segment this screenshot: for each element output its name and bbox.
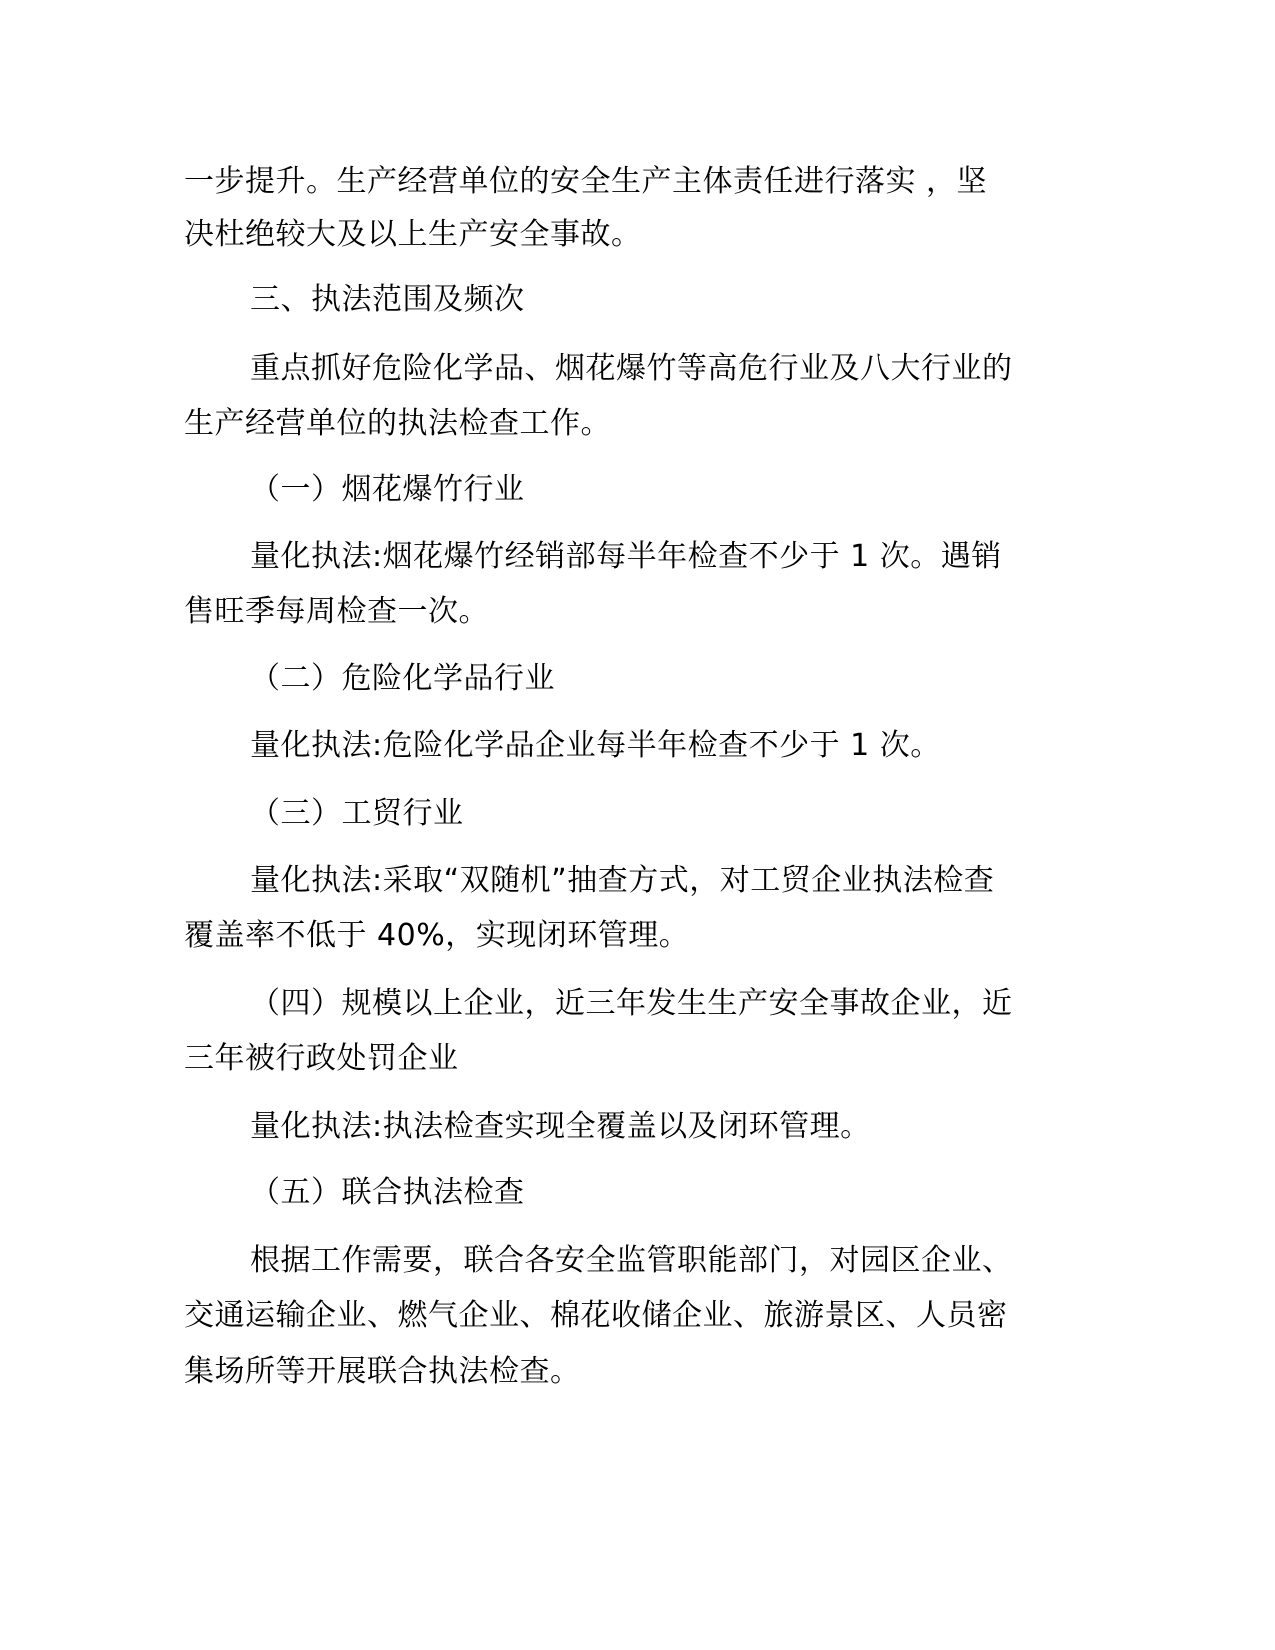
- paragraph-line: 售旺季每周检查一次。: [184, 594, 489, 629]
- paragraph-line: 量化执法:烟花爆竹经销部每半年检查不少于 1 次。遇销: [250, 539, 1002, 574]
- section-heading: 三、执法范围及频次: [250, 282, 525, 317]
- paragraph-line: 一步提升。生产经营单位的安全生产主体责任进行落实 ，坚: [184, 164, 988, 199]
- paragraph-line: 生产经营单位的执法检查工作。: [184, 406, 611, 441]
- subsection-heading: （三）工贸行业: [250, 796, 464, 831]
- paragraph-line: 重点抓好危险化学品、烟花爆竹等高危行业及八大行业的: [250, 351, 1013, 386]
- subsection-heading: （二）危险化学品行业: [250, 661, 555, 696]
- subsection-heading: （四）规模以上企业，近三年发生生产安全事故企业，近: [250, 986, 1013, 1021]
- subsection-heading: （一）烟花爆竹行业: [250, 472, 525, 507]
- paragraph-line: 量化执法:采取“双随机”抽查方式，对工贸企业执法检查: [250, 863, 995, 898]
- paragraph-line: 量化执法:执法检查实现全覆盖以及闭环管理。: [250, 1109, 871, 1144]
- paragraph-line: 三年被行政处罚企业: [184, 1041, 459, 1076]
- paragraph-line: 交通运输企业、燃气企业、棉花收储企业、旅游景区、人员密: [184, 1298, 1008, 1333]
- paragraph-line: 覆盖率不低于 40%，实现闭环管理。: [184, 918, 690, 953]
- paragraph-line: 根据工作需要，联合各安全监管职能部门，对园区企业、: [250, 1243, 1013, 1278]
- subsection-heading: （五）联合执法检查: [250, 1175, 525, 1210]
- paragraph-line: 决杜绝较大及以上生产安全事故。: [184, 217, 642, 252]
- paragraph-line: 集场所等开展联合执法检查。: [184, 1354, 581, 1389]
- paragraph-line: 量化执法:危险化学品企业每半年检查不少于 1 次。: [250, 728, 941, 763]
